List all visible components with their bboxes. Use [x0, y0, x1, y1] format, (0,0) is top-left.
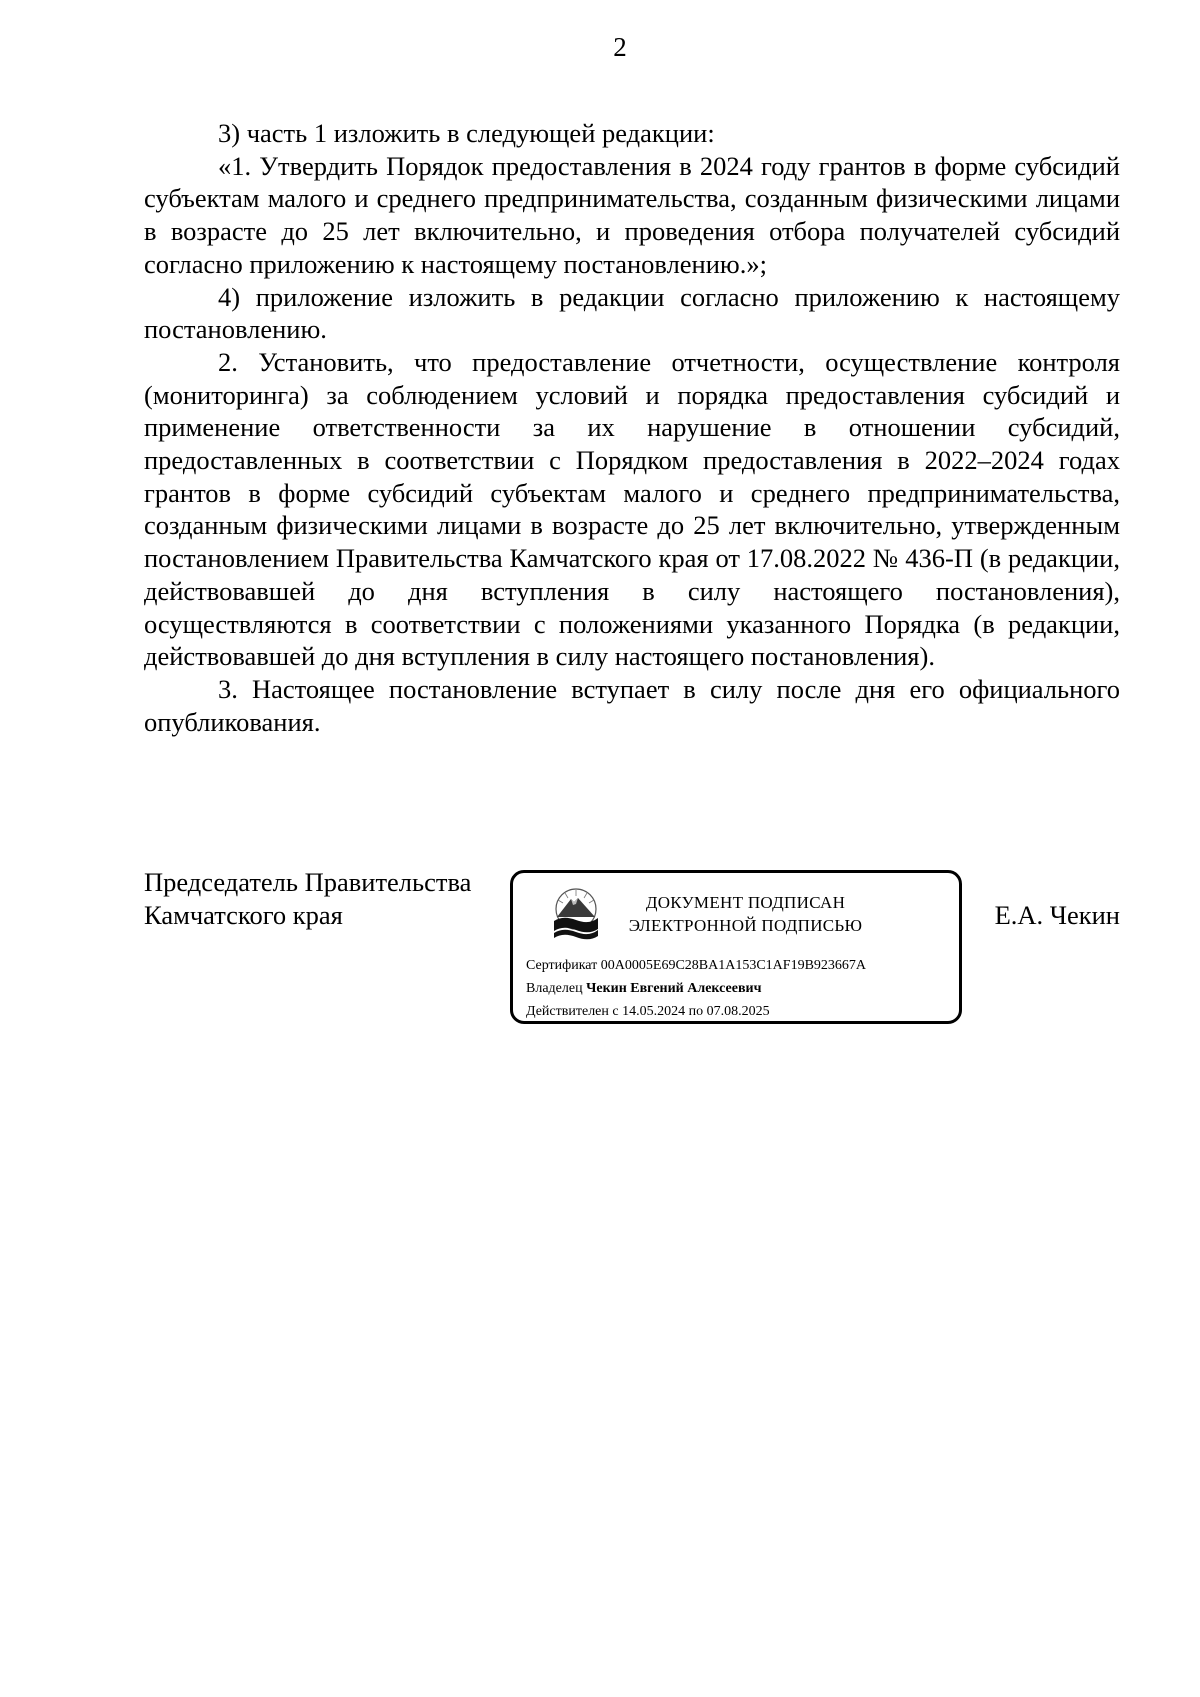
owner-label: Владелец — [526, 981, 583, 996]
paragraph-clause-3: 3. Настоящее постановление вступает в силу после дня его официального опубликования. — [144, 673, 1120, 737]
paragraph-clause-2: 2. Установить, что предоставление отчетности, осуществление контроля (мониторинга) за соблюдением условий и порядка предоставления субсидий и применение ответственности за их нарушение в отношении субсидий, предоставленных в соответствии с Порядком предоставления в 2022–2024 годах грантов в форме субсидий субъектам малого и среднего предпринимательства, созданным физическими лицами в возрасте до 25 лет включительно, утвержденным постановлением Правительства Камчатского края от 17.08.2022 № 436-П (в редакции, действовавшей до дня вступления в силу настоящего постановления), осуществляются в соответствии с положениями указанного Порядка (в редакции, действовавшей до дня вступления в силу настоящего постановления). — [144, 346, 1120, 672]
valid-to-date: 07.08.2025 — [706, 1004, 770, 1019]
stamp-details — [526, 954, 866, 1023]
stamp-header-line-2: ЭЛЕКТРОННОЙ ПОДПИСЬЮ — [628, 916, 863, 935]
signer-name: Е.А. Чекин — [994, 900, 1120, 930]
stamp-header-line-1: ДОКУМЕНТ ПОДПИСАН — [645, 893, 846, 912]
paragraph-item-3: 3) часть 1 изложить в следующей редакции: — [218, 118, 715, 148]
stamp-header — [613, 891, 878, 937]
valid-from-date: 14.05.2024 — [622, 1004, 686, 1019]
certificate-row — [526, 954, 866, 977]
owner-row — [526, 977, 866, 1000]
paragraph-item-4: 4) приложение изложить в редакции согласно приложению к настоящему постановлению. — [144, 281, 1120, 345]
certificate-value: 00A0005E69C28BA1A153C1AF19B923667A — [600, 958, 867, 973]
signer-title-line-2: Камчатского края — [144, 899, 343, 930]
validity-row — [526, 1000, 866, 1023]
page-number: 2 — [613, 32, 627, 62]
electronic-signature-stamp — [510, 870, 962, 1024]
paragraph-quoted-part-1: «1. Утвердить Порядок предоставления в 2024 году грантов в форме субсидий субъектам малого и среднего предпринимательства, созданным физическими лицами в возрасте до 25 лет включительно, и проведения отбора получателей субсидий согласно приложению к настоящему постановлению.»; — [144, 150, 1120, 279]
certificate-label: Сертификат — [526, 958, 598, 973]
signer-title — [144, 866, 471, 931]
owner-value: Чекин Евгений Алексеевич — [586, 981, 762, 996]
valid-to-label: по — [688, 1004, 704, 1019]
signer-title-line-1: Председатель Правительства — [144, 867, 472, 897]
document-body — [144, 117, 1120, 738]
valid-from-label: Действителен с — [526, 1004, 619, 1019]
kamchatka-emblem-icon — [551, 887, 601, 947]
